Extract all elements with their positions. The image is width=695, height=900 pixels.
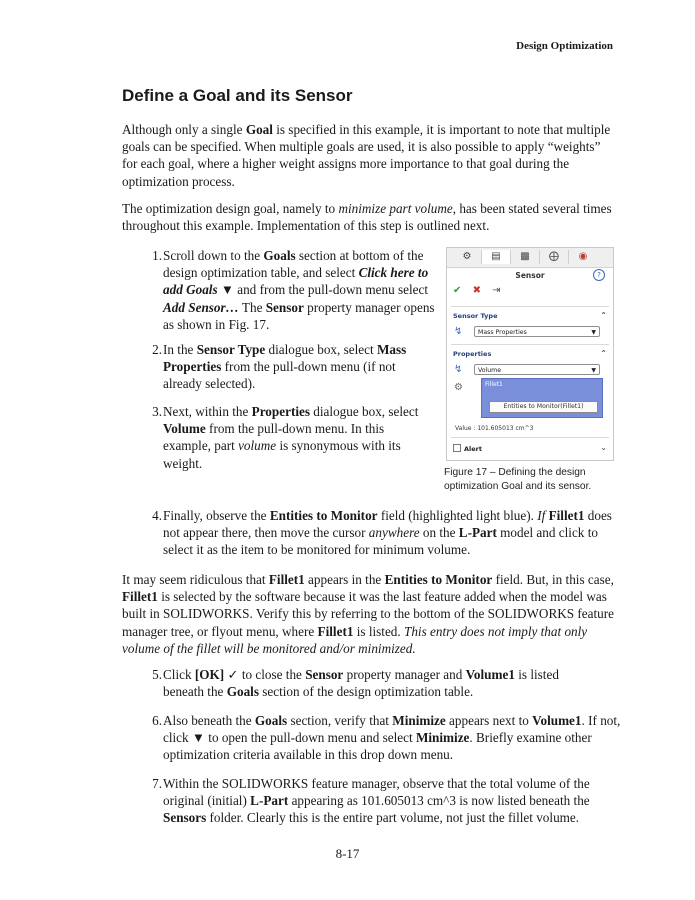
manager-tabs [447,248,613,268]
step-1-text: Scroll down to the Goals section at bottom of the design optimization table, and select Click here to add Goals ▼ and from the pull-down menu select Add Sensor… The Sensor property manager opens as shown in Fig. 17. [163,248,435,332]
entities-tooltip: Entities to Monitor(Fillet1) [489,401,598,413]
dropdown-arrow-icon: ▼ [591,329,596,336]
figure-caption: Figure 17 – Defining the design optimization Goal and its sensor. [444,467,592,492]
feature-manager-icon[interactable]: ⚙ [453,250,482,264]
configuration-manager-icon[interactable]: ▩ [511,250,540,264]
ok-icon[interactable]: ✔ [453,285,462,296]
section-title: Define a Goal and its Sensor [122,86,353,105]
panel-title: Sensor [515,271,545,280]
cancel-icon[interactable]: ✖ [472,285,481,296]
divider [451,437,609,438]
note-paragraph: It may seem ridiculous that Fillet1 appears in the Entities to Monitor field. But, in this case, Fillet1 is selected by the software because it was the last feature added when the model was built in SOLIDWORKS. Verify this by referring to the bottom of the SOLIDWORKS feature manager tree, or flyout menu, where Fillet1 is listed. This entry does not imply that only volume of the fillet will be monitored and/or minimized. [122,572,615,656]
expand-chevron-icon[interactable]: ⌄ [600,443,607,452]
help-icon[interactable]: ? [593,269,605,281]
property-manager-icon[interactable]: ▤ [482,250,511,264]
alert-checkbox[interactable] [453,444,461,452]
document-page: Design Optimization Define a Goal and its Sensor Although only a single Goal is specified in this example, it is important to note that multiple goals can be specified. When multiple goals are used, it is also possible to apply “weights” for each goal, where a higher weight assigns more importance to that goal during the optimization process. The optimization design goal, namely to minimize part volume, has been stated several times throughout this example. Implementation of this step is outlined next. 1. Scroll down to the Goals section at bottom of the design optimization table, and select Click here to add Goals ▼ and from the pull-down menu select Add Sensor… The Sensor property manager opens as shown in Fig. 17. 2. In the Sensor Type dialogue box, select Mass Properties from the pull-down menu (if not already selected). 3. Next, within the Properties dialogue box, select Volume from the pull-down menu. In this example, part volume is synonymous with its weight. ⚙ ▤ ▩ ⨁ ◉ Sensor ? ✔ ✖ ⇥ Sensor Type ⌃ ↯ Mass Properties ▼ Properties ⌃ ↯ Volume ▼ ⚙ Fillet1 Entities to Monitor(Fillet1) Value : 101.605013 cm^3 Alert ⌄ Figure 17 – Defining the design optimization Goal and its sensor. 4. Finally, observe the Entities to Monitor field (highlighted light blue). If Fillet1 does not appear there, then move the cursor anywhere on the L-Part model and click to select it as the item to be monitored for minimum volume. It may seem ridiculous that Fillet1 appears in the Entities to Monitor field. But, in this case, Fillet1 is selected by the software because it was the last feature added when the model was built in SOLIDWORKS. Verify this by referring to the bottom of the SOLIDWORKS feature manager tree, or flyout menu, where Fillet1 is listed. This entry does not imply that only volume of the fillet will be monitored and/or minimized. 5. Click [OK] ✓ to close the Sensor property manager and Volume1 is listed beneath the Goals section of the design optimization table. 6. Also beneath the Goals section, verify that Minimize appears next to Volume1. If not, click ▼ to open the pull-down menu and select Minimize. Briefly examine other optimization criteria available in this drop down menu. 7. Within the SOLIDWORKS feature manager, observe that the total volume of the original (initial) L-Part appearing as 101.605013 cm^3 is now listed beneath the Sensors folder. Clearly this is the entire part volume, not just the fillet volume. 8-17 [0,0,695,900]
sensor-property-manager [446,247,614,461]
divider [451,306,609,307]
sensor-type-select[interactable]: Mass Properties ▼ [474,326,600,337]
dropdown-arrow-icon: ▼ [591,367,596,374]
dimxpert-icon[interactable]: ⨁ [540,250,569,264]
properties-section[interactable]: Properties ⌃ [453,349,607,358]
value-readout: Value : 101.605013 cm^3 [455,425,534,432]
step-7-text: Within the SOLIDWORKS feature manager, observe that the total volume of the original (initial) L-Part appearing as 101.605013 cm^3 is now listed beneath the Sensors folder. Clearly this is the entire part volume, not just the fillet volume. [163,776,590,826]
running-head: Design Optimization [516,40,613,52]
intro-paragraph-2: The optimization design goal, namely to minimize part volume, has been stated several times throughout this example. Implementation of this step is outlined next. [122,201,612,234]
alert-section[interactable]: Alert [453,444,482,453]
properties-icon: ↯ [454,364,463,375]
collapse-chevron-icon: ⌃ [600,311,607,320]
step-3-text: Next, within the Properties dialogue box, select Volume from the pull-down menu. In this example, part volume is synonymous with its weight. [163,404,419,471]
sensor-type-section[interactable]: Sensor Type ⌃ [453,311,607,320]
entity-item[interactable]: Fillet1 [485,381,503,388]
step-2-text: In the Sensor Type dialogue box, select Mass Properties from the pull-down menu (if not already selected). [163,342,407,392]
sensor-type-icon: ↯ [454,326,463,337]
properties-select[interactable]: Volume ▼ [474,364,600,375]
collapse-chevron-icon: ⌃ [600,349,607,358]
pin-icon[interactable]: ⇥ [492,285,501,296]
divider [451,344,609,345]
step-5-text: Click [OK] ✓ to close the Sensor property manager and Volume1 is listed beneath the Goals section of the design optimization table. [163,667,559,700]
display-manager-icon[interactable]: ◉ [578,251,588,262]
panel-buttons [453,285,509,296]
intro-paragraph-1: Although only a single Goal is specified in this example, it is important to note that multiple goals can be specified. When multiple goals are used, it is also possible to apply “weights” for each goal, where a higher weight assigns more importance to that goal during the optimization process. [122,122,611,189]
page-number: 8-17 [335,846,360,861]
step-6-text: Also beneath the Goals section, verify that Minimize appears next to Volume1. If not, click ▼ to open the pull-down menu and select Minimize. Briefly examine other optimization criteria available in this drop down menu. [163,713,621,763]
step-4-text: Finally, observe the Entities to Monitor field (highlighted light blue). If Fillet1 does not appear there, then move the cursor anywhere on the L-Part model and click to select it as the item to be monitored for minimum volume. [163,508,612,558]
entities-icon: ⚙ [454,382,463,393]
